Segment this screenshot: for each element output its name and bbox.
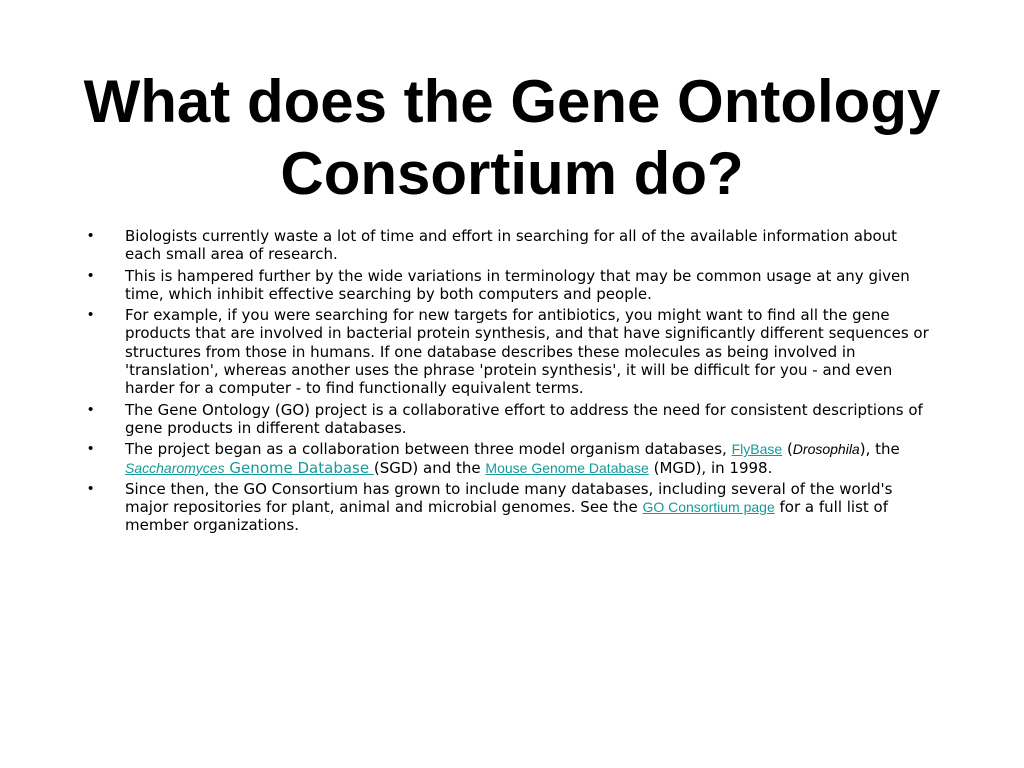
bullet-dot: •: [88, 400, 94, 418]
sgd-link[interactable]: [125, 459, 374, 477]
bullet-text: ), the: [859, 440, 900, 459]
mgd-link[interactable]: Mouse Genome Database: [485, 459, 649, 476]
bullet-text: The project began as a collaboration between three model organism databases,: [125, 440, 732, 459]
bullet-dot: •: [88, 306, 94, 324]
bullet-text: Since then, the GO Consortium has grown to include many databases, including several of the world's major repositories for plant, animal and microbial genomes. See the: [125, 479, 893, 517]
flybase-link[interactable]: FlyBase: [731, 441, 783, 458]
bullet-item-example: [88, 306, 933, 397]
drosophila-text: Drosophila: [792, 441, 860, 458]
bullet-dot: •: [88, 479, 94, 497]
bullet-dot: •: [88, 440, 94, 458]
bullet-item-project-began: [88, 440, 933, 477]
bullet-text: Biologists currently waste a lot of time and effort in searching for all of the available information about each small area of research.: [125, 227, 898, 264]
bullet-item-terminology: [88, 267, 933, 304]
bullet-text: This is hampered further by the wide variations in terminology that may be common usage at any given time, which inhibit effective searching by both computers and people.: [125, 266, 910, 303]
bullet-text: (MGD), in 1998.: [648, 458, 773, 477]
bullet-item-since-then: [88, 480, 933, 535]
bullet-list: [88, 227, 933, 538]
bullet-dot: •: [88, 266, 94, 284]
bullet-text: for a full list of member organizations.: [125, 498, 889, 535]
bullet-text: (: [782, 440, 793, 459]
bullet-text: For example, if you were searching for new targets for antibiotics, you might want to find all the gene products that are involved in bacterial protein synthesis, and that have significantly different sequences or structures from those in humans. If one database describes these molecules as being involved in 'translation', whereas another uses the phrase 'protein synthesis', it will be difficult for you - and even harder for a computer - to find functionally equivalent terms.: [125, 306, 929, 398]
bullet-text: The Gene Ontology (GO) project is a collaborative effort to address the need for consistent descriptions of gene products in different databases.: [125, 400, 923, 437]
go-consortium-link[interactable]: GO Consortium page: [642, 499, 775, 516]
slide-title: What does the Gene Ontology Consortium do?: [83, 68, 941, 207]
sgd-link-italic: Saccharomyces: [125, 459, 225, 476]
bullet-item-go-project: [88, 401, 933, 438]
bullet-item-waste-time: [88, 227, 933, 264]
sgd-link-rest: Genome Database: [224, 458, 374, 477]
bullet-text: (SGD) and the: [373, 458, 486, 477]
bullet-dot: •: [88, 227, 94, 244]
